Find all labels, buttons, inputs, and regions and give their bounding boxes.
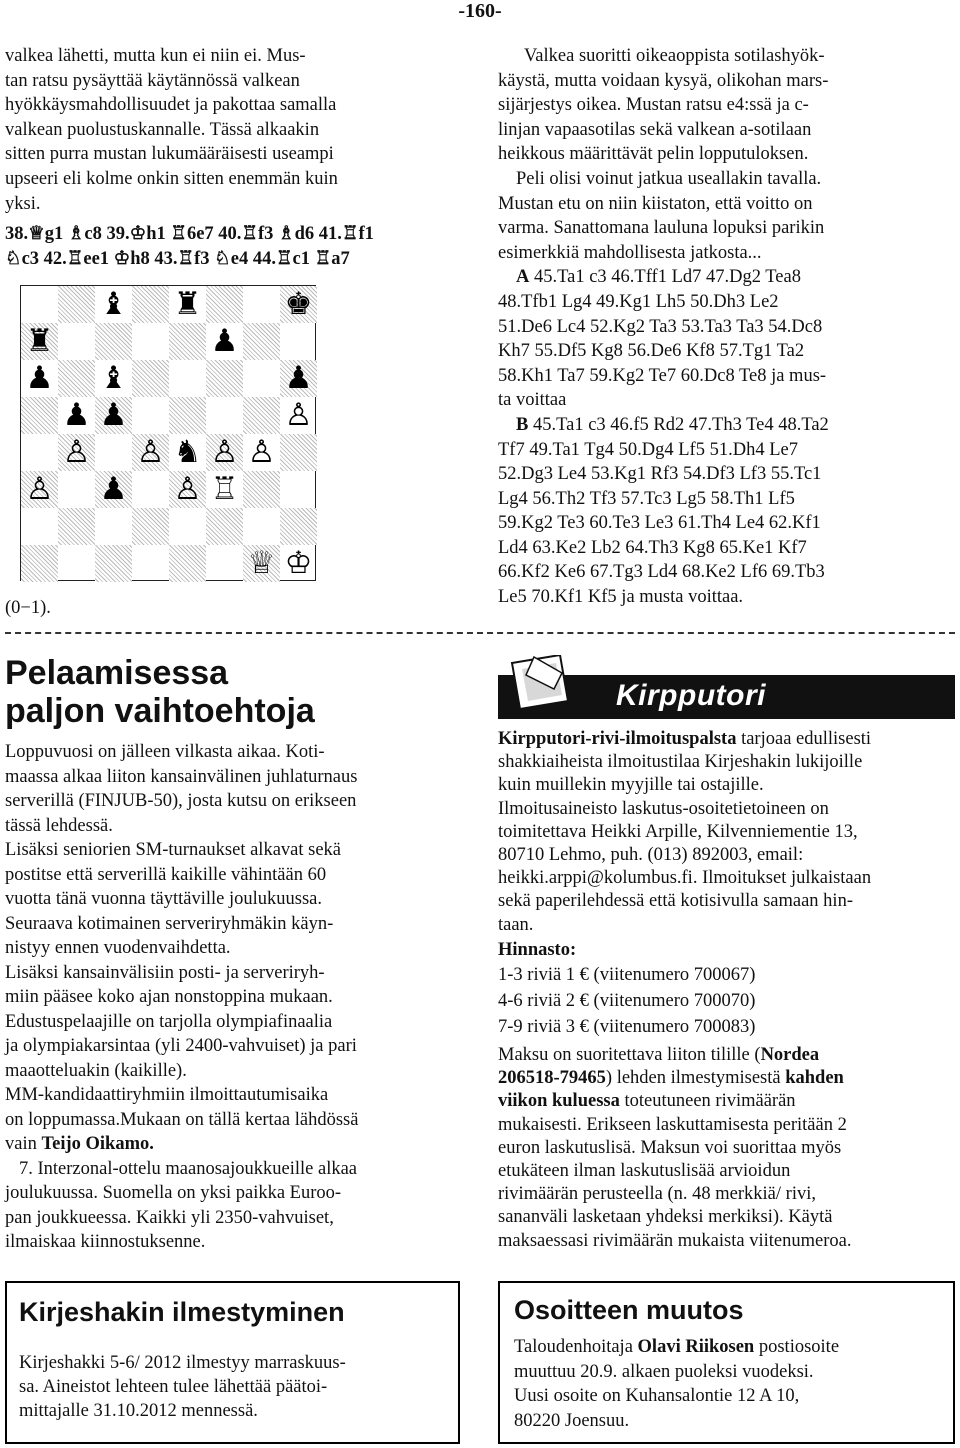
board-square <box>206 545 243 582</box>
text-line: ja olympiakarsintaa (yli 2400-vahvuiset) ja pari <box>5 1036 357 1056</box>
text-line: varma. Sanattomana lauluna lopuksi parikin <box>498 218 825 239</box>
board-square <box>21 508 58 545</box>
box-title: Osoitteen muutos <box>514 1295 744 1325</box>
chess-piece: ♖ <box>210 471 239 507</box>
board-square <box>169 323 206 360</box>
board-square <box>58 508 95 545</box>
address-change-box <box>498 1281 955 1444</box>
text-line: rivimäärän perusteella (n. 48 merkkiä/ rivi, <box>498 1184 816 1205</box>
text-line: Lg4 56.Th2 Tf3 57.Tc3 Lg5 58.Th1 Lf5 <box>498 488 795 509</box>
chess-piece: ♟ <box>99 397 128 433</box>
text-line-prefix: vain <box>5 1134 42 1154</box>
text-line: yksi. <box>5 193 41 214</box>
person-name: Olavi Riikosen <box>637 1337 755 1357</box>
text-line: Valkea suoritti oikeaoppista sotilashyök- <box>524 46 825 66</box>
board-square <box>21 434 58 471</box>
text-line: taan. <box>498 914 534 935</box>
text-line: postitse että serverillä kaikille vähintään 60 <box>5 864 327 885</box>
right-top-text <box>498 44 955 610</box>
text-line: upseeri eli kolme onkin sitten enemmän kuin <box>5 168 338 189</box>
kirpputori-banner-text: Kirpputori <box>616 679 766 712</box>
text-line <box>498 1044 955 1067</box>
variation-a-label: A <box>516 267 530 288</box>
text-line: 45.Ta1 c3 46.f5 Rd2 47.Th3 Te4 48.Ta2 <box>532 414 829 435</box>
text-line: käystä, mutta voidaan kysyä, olikohan mars- <box>498 70 829 91</box>
board-square <box>280 508 317 545</box>
board-square <box>21 545 58 582</box>
text-line: MM-kandidaattiryhmiin ilmoittautumisaika <box>5 1085 329 1105</box>
game-result: (0−1). <box>5 598 51 618</box>
chess-piece: ♟ <box>99 471 128 507</box>
board-square <box>169 545 206 582</box>
text-line: tässä lehdessä. <box>5 815 113 836</box>
text-line: Loppuvuosi on jälleen vilkasta aikaa. Koti- <box>5 742 325 762</box>
kirpputori-body <box>498 728 955 1253</box>
board-square <box>132 323 169 360</box>
price-line: 1-3 riviä 1 € (viitenumero 700067) <box>498 965 756 986</box>
text-line: euron laskutuslisä. Maksun voi suorittaa myös <box>498 1137 842 1158</box>
chess-piece: ♙ <box>284 397 313 433</box>
box-body <box>19 1351 447 1423</box>
text-line: 80220 Joensuu. <box>514 1410 630 1431</box>
text-line: maaotteluakin (kaikille). <box>5 1060 187 1081</box>
chess-piece: ♙ <box>136 434 165 470</box>
text-line: on loppumassa.Mukaan on tällä kertaa lähdössä <box>5 1109 359 1130</box>
bank-account: 206518-79465 <box>498 1068 606 1089</box>
box-title: Kirjeshakin ilmestyminen <box>19 1297 345 1327</box>
chess-piece: ♟ <box>284 360 313 396</box>
chess-piece: ♟ <box>62 397 91 433</box>
chess-piece: ♜ <box>25 323 54 359</box>
section-divider <box>5 632 955 634</box>
text-line: vuotta tänä vuonna täyttäville joulukuussa. <box>5 889 323 909</box>
text-line: valkean puolustuskannalle. Tässä alkaakin <box>5 119 320 140</box>
chess-piece: ♙ <box>210 434 239 470</box>
text-line: sitten purra mustan lukumääräisesti useampi <box>5 144 334 165</box>
board-square <box>21 286 58 323</box>
text-line: ta voittaa <box>498 390 567 411</box>
board-square <box>280 323 317 360</box>
kirpputori-banner <box>498 655 955 719</box>
chess-piece: ♟ <box>210 323 239 359</box>
chess-piece: ♞ <box>173 434 202 470</box>
chess-piece: ♕ <box>247 545 276 581</box>
board-square <box>206 397 243 434</box>
board-square <box>95 323 132 360</box>
board-square <box>132 545 169 582</box>
chess-piece: ♝ <box>99 286 128 322</box>
text-line <box>498 1090 955 1113</box>
text-line: mukaisesti. Erikseen laskuttamisesta peritään 2 <box>498 1114 847 1135</box>
text-line: linjan vapaasotilas sekä valkean a-sotilaan <box>498 119 812 140</box>
board-square <box>243 360 280 397</box>
text-line <box>498 728 955 751</box>
variation-b-line <box>498 413 955 438</box>
text-line: kuin muillekin myyjille tai ostajille. <box>498 775 764 796</box>
text-line: Lisäksi seniorien SM-turnaukset alkavat sekä <box>5 840 341 860</box>
text-line: mittajalle 31.10.2012 mennessä. <box>19 1401 258 1421</box>
board-square <box>243 471 280 508</box>
text-line: Mustan etu on niin kiistaton, että voitto on <box>498 193 813 214</box>
board-square <box>169 360 206 397</box>
text-line: etukäteen ilman laskutuslisää arvioidun <box>498 1161 791 1182</box>
board-square <box>58 545 95 582</box>
board-square <box>280 471 317 508</box>
chess-piece: ♜ <box>173 286 202 322</box>
text-line: serverillä (FINJUB-50), josta kutsu on erikseen <box>5 791 357 811</box>
board-square <box>58 323 95 360</box>
text-fragment: postiosoite <box>754 1337 840 1357</box>
text-line: maassa alkaa liiton kansainvälinen juhlaturnaus <box>5 766 358 787</box>
board-square <box>95 434 132 471</box>
chess-diagram <box>20 285 316 581</box>
text-line: Uusi osoite on Kuhansalontie 12 A 10, <box>514 1386 800 1406</box>
text-line: 52.Dg3 Le4 53.Kg1 Rf3 54.Df3 Lf3 55.Tc1 <box>498 464 822 485</box>
text-line: 48.Tfb1 Lg4 49.Kg1 Lh5 50.Dh3 Le2 <box>498 291 779 312</box>
text-line: Tf7 49.Ta1 Tg4 50.Dg4 Lf5 51.Dh4 Le7 <box>498 439 798 460</box>
text-line: miin pääsee koko ajan nonstoppina mukaan. <box>5 987 333 1007</box>
page-number: -160- <box>458 0 502 22</box>
text-line: 7. Interzonal-ottelu maanosajoukkueille alkaa <box>19 1158 358 1179</box>
board-square <box>58 471 95 508</box>
text-fragment: toteutuneen rivimäärän <box>619 1091 796 1112</box>
board-square <box>169 397 206 434</box>
board-square <box>132 508 169 545</box>
text-line: tan ratsu pysäyttää käytännössä valkean <box>5 70 300 91</box>
board-square <box>58 286 95 323</box>
text-line: sa. Aineistot lehteen tulee lähettää päätoi- <box>19 1377 328 1397</box>
board-square <box>243 286 280 323</box>
text-line: heikkous määrittävät pelin lopputuloksen. <box>498 144 809 165</box>
chess-piece: ♔ <box>284 545 313 581</box>
board-square <box>169 508 206 545</box>
text-fragment: tarjoaa edullisesti <box>736 729 872 749</box>
text-line: sijärjestys oikea. Mustan ratsu e4:ssä ja c- <box>498 95 809 116</box>
board-square <box>95 508 132 545</box>
kirpputori-intro-bold: Kirpputori-rivi-ilmoituspalsta <box>498 729 737 749</box>
price-line: 4-6 riviä 2 € (viitenumero 700070) <box>498 991 756 1012</box>
text-line: 58.Kh1 Ta7 59.Kg2 Te7 60.Dc8 Te8 ja mus- <box>498 365 827 386</box>
bank-name: Nordea <box>760 1045 820 1066</box>
text-line <box>5 1132 460 1157</box>
board-square <box>206 286 243 323</box>
text-line <box>498 1067 955 1090</box>
text-line: hyökkäysmahdollisuudet ja pakottaa samalla <box>5 95 337 116</box>
chess-piece: ♙ <box>25 471 54 507</box>
price-heading: Hinnasto: <box>498 939 577 960</box>
board-square <box>58 360 95 397</box>
text-line: Kh7 55.Df5 Kg8 56.De6 Kf8 57.Tg1 Ta2 <box>498 341 805 362</box>
text-line: 51.De6 Lc4 52.Kg2 Ta3 53.Ta3 Ta3 54.Dc8 <box>498 316 823 337</box>
text-line: valkea lähetti, mutta kun ei niin ei. Mus- <box>5 46 306 66</box>
text-line: 59.Kg2 Te3 60.Te3 Le3 61.Th4 Le4 62.Kf1 <box>498 513 821 534</box>
text-line: nistyy ennen vuodenvaihdetta. <box>5 938 231 958</box>
board-square <box>243 397 280 434</box>
text-line: shakkiaiheista ilmoitustilaa Kirjeshakin lukijoille <box>498 752 863 773</box>
chess-piece: ♝ <box>99 360 128 396</box>
board-square <box>132 286 169 323</box>
text-line: sekä paperilehdessä että kotisivulla samaan hin- <box>498 891 853 912</box>
move-line-2: ♘c3 42.♖ee1 ♔h8 43.♖f3 ♘e4 44.♖c1 ♖a7 <box>5 249 350 269</box>
article-heading-line-1: Pelaamisessa <box>5 654 229 692</box>
left-top-text <box>5 44 460 216</box>
text-fragment: ) lehden ilmestymisestä <box>605 1068 786 1089</box>
text-line: 66.Kf2 Ke6 67.Tg3 Ld4 68.Ke2 Lf6 69.Tb3 <box>498 562 825 583</box>
variation-a-line <box>498 265 955 290</box>
board-square <box>21 397 58 434</box>
text-line: Le5 70.Kf1 Kf5 ja musta voittaa. <box>498 587 744 608</box>
publication-notice-box <box>5 1281 460 1444</box>
text-line: 80710 Lehmo, puh. (013) 892003, email: <box>498 845 804 866</box>
text-line: Ilmoitusaineisto laskutus-osoitetietoineen on <box>498 798 829 819</box>
board-square <box>132 360 169 397</box>
box-body <box>514 1335 944 1433</box>
board-square <box>132 397 169 434</box>
text-line: Lisäksi kansainvälisiin posti- ja serveriryh- <box>5 962 325 983</box>
text-line: ilmaiskaa kiinnostuksenne. <box>5 1232 206 1252</box>
text-bold: viikon kuluessa <box>498 1091 620 1112</box>
chess-piece: ♟ <box>25 360 54 396</box>
variation-b-label: B <box>516 414 529 435</box>
text-line: 45.Ta1 c3 46.Tff1 Ld7 47.Dg2 Tea8 <box>534 267 801 288</box>
text-line: maksaessasi rivimäärän mukaista viitenumeroa. <box>498 1230 852 1251</box>
article-heading-line-2: paljon vaihtoehtoja <box>5 692 315 730</box>
move-line-1: 38.♕g1 ♗c8 39.♔h1 ♖6e7 40.♖f3 ♗d6 41.♖f1 <box>5 224 374 244</box>
text-line: esimerkkiä mahdollisesta jatkosta... <box>498 242 762 263</box>
text-line: Edustuspelaajille on tarjolla olympiafinaalia <box>5 1011 333 1032</box>
board-square <box>132 471 169 508</box>
player-name: Teijo Oikamo. <box>41 1134 154 1154</box>
article-body <box>5 740 460 1255</box>
text-line: pan joukkueessa. Kaikki yli 2350-vahvuiset, <box>5 1207 334 1228</box>
text-line: Peli olisi voinut jatkua useallakin tavalla. <box>516 168 822 189</box>
text-line: joulukuussa. Suomella on yksi paikka Euroo- <box>5 1183 342 1203</box>
board-square <box>206 360 243 397</box>
text-line: heikki.arppi@kolumbus.fi. Ilmoitukset julkaistaan <box>498 868 872 889</box>
chess-piece: ♙ <box>247 434 276 470</box>
board-square <box>95 545 132 582</box>
text-fragment: Taloudenhoitaja <box>514 1337 638 1357</box>
text-bold: kahden <box>785 1068 844 1089</box>
text-fragment: Maksu on suoritettava liiton tilille ( <box>498 1045 761 1066</box>
chess-piece: ♙ <box>62 434 91 470</box>
chess-piece: ♚ <box>284 286 313 322</box>
text-line: sananväli lasketaan yhdeksi merkiksi). Käytä <box>498 1207 833 1228</box>
chess-piece: ♙ <box>173 471 202 507</box>
price-line: 7-9 riviä 3 € (viitenumero 700083) <box>498 1017 756 1038</box>
text-line: Ld4 63.Ke2 Lb2 64.Th3 Kg8 65.Ke1 Kf7 <box>498 537 807 558</box>
text-line: toimitettava Heikki Arpille, Kilvenniementie 13, <box>498 821 858 842</box>
board-square <box>243 323 280 360</box>
board-square <box>280 434 317 471</box>
board-square <box>206 508 243 545</box>
text-line: muuttuu 20.9. alkaen puoleksi vuodeksi. <box>514 1361 814 1382</box>
text-line <box>514 1335 944 1360</box>
text-line: Kirjeshakki 5-6/ 2012 ilmestyy marraskuus- <box>19 1353 346 1373</box>
board-square <box>243 508 280 545</box>
text-line: Seuraava kotimainen serveriryhmäkin käyn- <box>5 913 334 934</box>
